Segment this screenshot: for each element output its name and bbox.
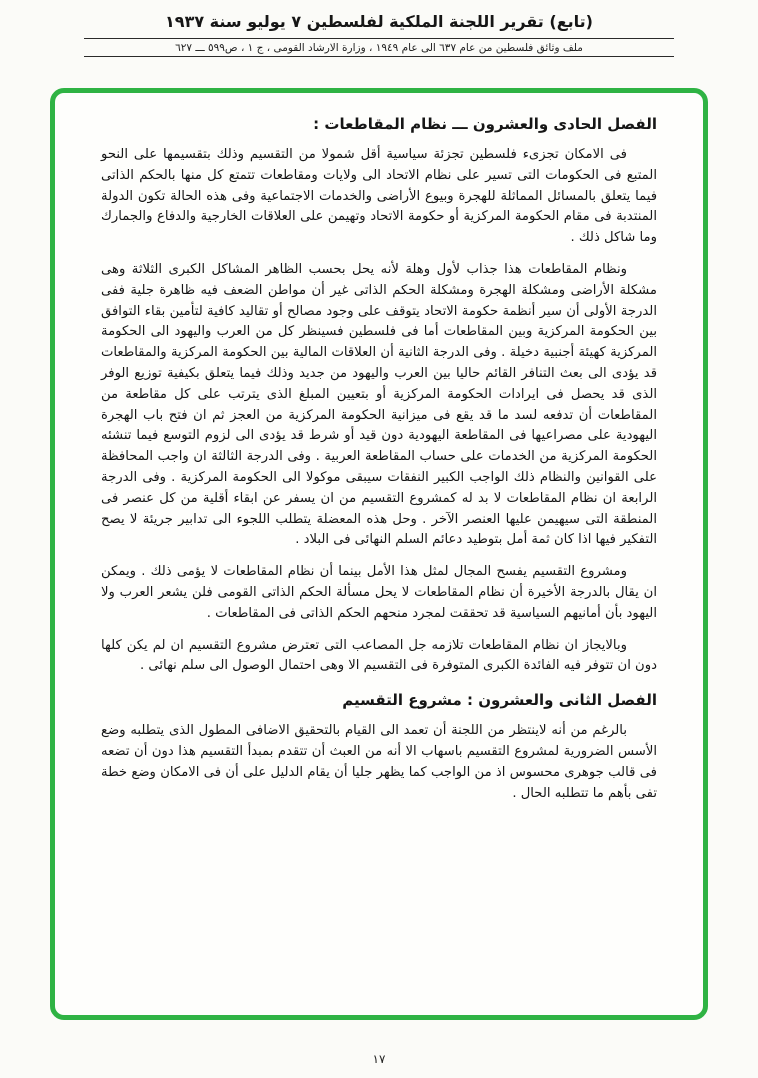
section-2-heading: الفصل الثانى والعشرون : مشروع التقسيم: [342, 691, 657, 710]
section-2-paragraph-1: بالرغم من أنه لاينتظر من اللجنة أن تعمد الى القيام بالتحقيق الاضافى المطول الذى يتطلبه وضع الأسس الضرورية لمشروع التقسيم باسهاب الا أنه من العبث أن تتقدم بمبدأ التقسيم هذا دون أن تضعه فى قالب جوهرى محسوس اذ من الواجب كما يظهر جليا أن يقام الدليل على أن فى الامكان وضع خطة تفى بأهم ما تتطلبه الحال .: [101, 723, 657, 801]
page-number: ١٧: [372, 1052, 386, 1066]
section-1-paragraph-2: ونظام المقاطعات هذا جذاب لأول وهلة لأنه يحل بحسب الظاهر المشاكل الكبرى الثلاثة وهى مشكلة الأراضى ومشكلة الهجرة ومشكلة الحكم الذاتى غير أن مواطن الضعف فيه ظاهرة جلية ففى الدرجة الأولى أن سير أنظمة حكومة الاتحاد يتوقف على وجود مصالح أو تقاليد كافية لتأمين بقاء التوافق بين الحكومة المركزية وبين المقاطعات أما فى فلسطين فسينظر كل من العرب واليهود الى الحكومة المركزية كهيئة أجنبية دخيلة . وفى الدرجة الثانية أن العلاقات المالية بين الحكومة المركزية والمقاطعات قد يؤدى الى بعث التنافر القائم حاليا بين العرب واليهود من جديد وذلك فيما يتعلق بكيفية توزيع الوفر الذى قد يحصل فى ايرادات الحكومة المركزية أو بتعيين المبلغ الذى يترتب على كل مقاطعة من المقاطعات أن تدفعه لسد ما قد يقع فى ميزانية الحكومة المركزية من العجز ثم ان فتح باب الهجرة اليهودية على مصراعيها فى المقاطعة اليهودية دون قيد أو شرط قد يؤدى الى لزوم التوسع فيما تنشئه الحكومة المركزية من الخدمات على حساب المقاطعة العربية . وفى الدرجة الثالثة ان واجب المحافظة على القوانين والنظام ذلك الواجب الكبير النفقات سيبقى موكولا الى الحكومة المركزية . وفى الدرجة الرابعة ان نظام المقاطعات لا بد له كمشروع التقسيم من ان يسفر عن ابقاء أقلية من كل عنصر فى المنطقة التى سيهيمن عليها العنصر الآخر . وحل هذه المعضلة يتطلب اللجوء الى تدابير جريئة لا يصح التفكير فيها اذا كان ثمة أمل بتوطيد دعائم السلم النهائى فى البلاد .: [101, 261, 657, 548]
header-rule-bottom: [84, 56, 674, 57]
document-subtitle: ملف وثائق فلسطين من عام ٦٣٧ الى عام ١٩٤٩ ، وزارة الارشاد القومى ، ج ١ ، ص٥٩٩ ـــ ٦٢٧: [175, 42, 583, 54]
document-title: (تابع) تقرير اللجنة الملكية لفلسطين ٧ يوليو سنة ١٩٣٧: [165, 12, 593, 31]
section-1-paragraph-1: فى الامكان تجزىء فلسطين تجزئة سياسية أقل شمولا من التقسيم وذلك بتقسيمها على النحو المتبع فى الحكومات التى تسير على نظام الاتحاد الى ولايات ومقاطعات تتمتع كل منها بالحكم الذاتى فيما يتعلق بالمسائل المماثلة للهجرة وبيوع الأراضى والخدمات الاجتماعية وفى هذه الحالة تكون الدولة المنتدبة فى مقام الحكومة المركزية أو حكومة الاتحاد وتهيمن على العلاقات الخارجية والدفاع والجمارك وما شاكل ذلك .: [101, 147, 657, 246]
section-1-paragraph-3: ومشروع التقسيم يفسح المجال لمثل هذا الأمل بينما أن نظام المقاطعات لا يؤمى ذلك . ويمكن ان يقال بالدرجة الأخيرة أن نظام المقاطعات لا يحل مسألة الحكم الذاتى القومى فلن يشعر العرب ولا اليهود بأن أمانيهم السياسية قد تحققت لمجرد منحهم الحكم الذاتى فى المقاطعات .: [101, 564, 657, 621]
section-1-heading: الفصل الحادى والعشرون ـــ نظام المقاطعات :: [313, 115, 657, 133]
content-frame: [50, 88, 708, 1020]
document-header: [84, 12, 674, 57]
section-1-paragraph-4: وبالايجاز ان نظام المقاطعات تلازمه جل المصاعب التى تعترض مشروع التقسيم ان لم يكن كلها دون ان تتوفر فيه الفائدة الكبرى المتوفرة فى التقسيم الا وهى احتمال الوصول الى سلم نهائى .: [101, 637, 657, 674]
